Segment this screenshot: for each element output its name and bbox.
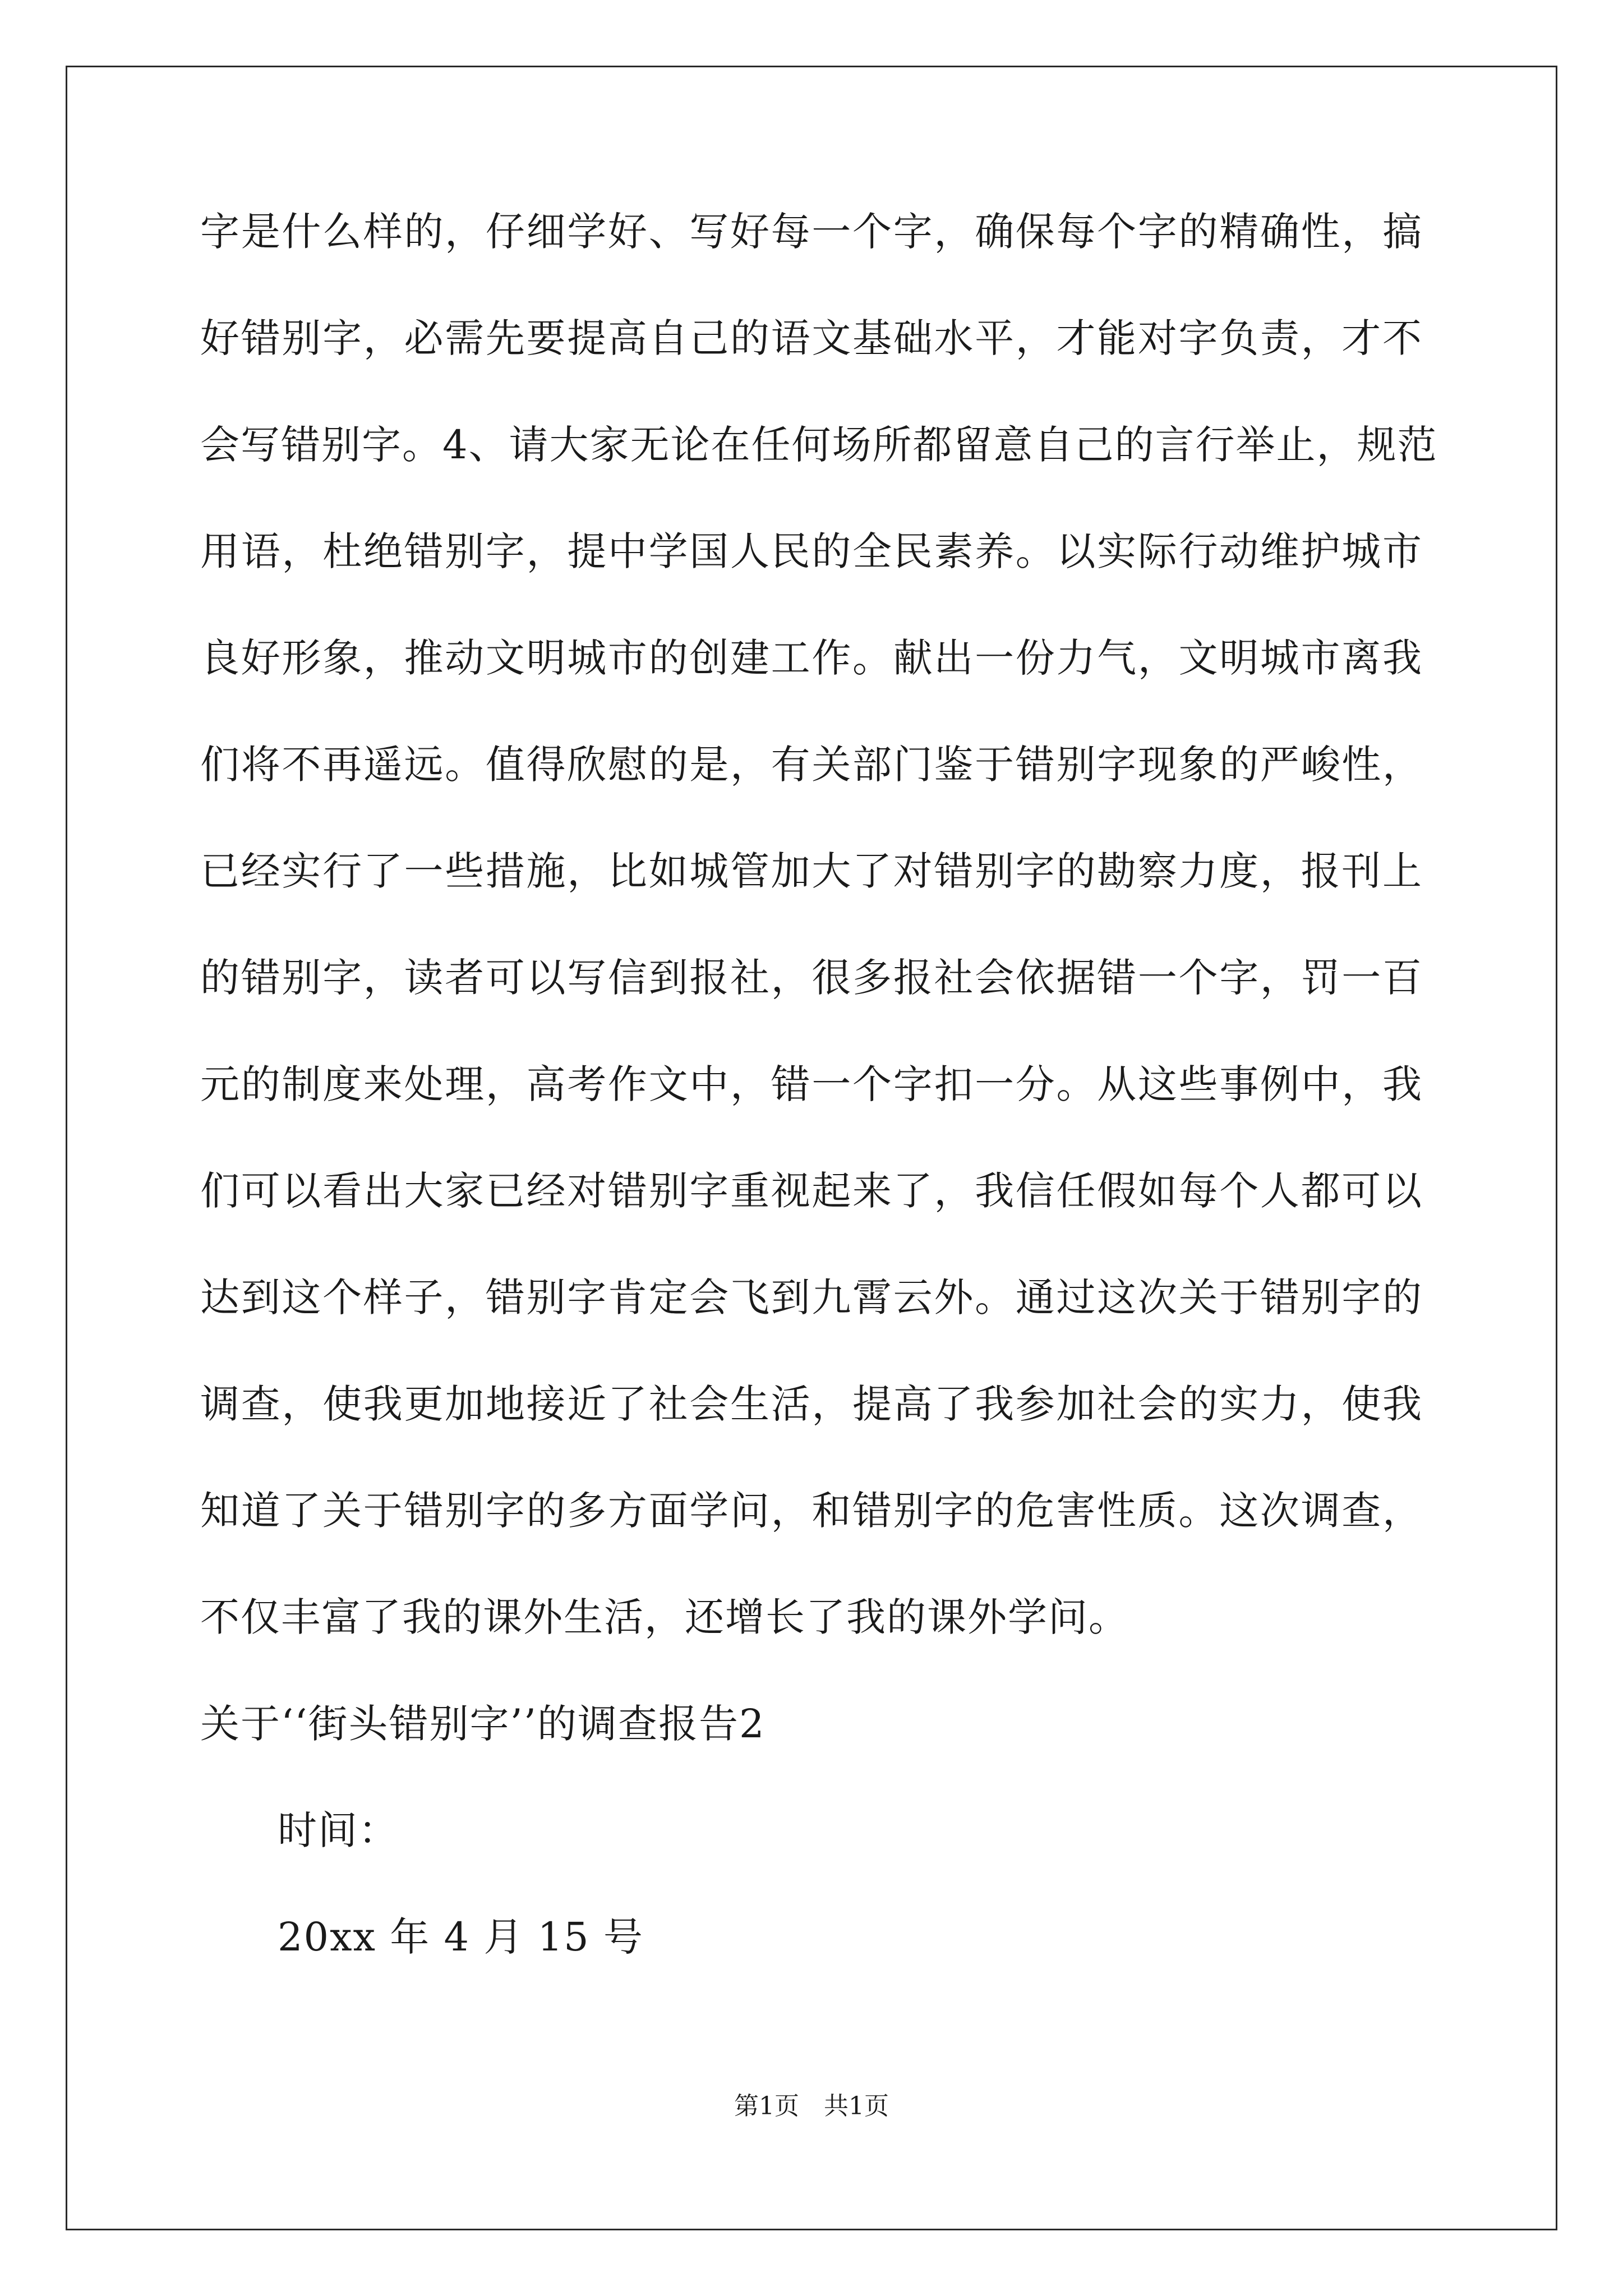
paragraph-line: 用语，杜绝错别字，提中学国人民的全民素养。以实际行动维护城市	[200, 528, 1423, 574]
paragraph-line: 元的制度来处理，高考作文中，错一个字扣一分。从这些事例中，我	[200, 1061, 1423, 1107]
date-value: 20xx 年 4 月 15 号	[278, 1914, 644, 1960]
paragraph-line: 调查，使我更加地接近了社会生活，提高了我参加社会的实力，使我	[200, 1381, 1423, 1427]
section-title: 关于‘‘街头错别字’’的调查报告2	[200, 1701, 766, 1747]
page-border	[66, 66, 1557, 2230]
paragraph-line: 已经实行了一些措施，比如城管加大了对错别字的勘察力度，报刊上	[200, 848, 1423, 894]
paragraph-line: 会写错别字。4、请大家无论在任何场所都留意自己的言行举止，规范	[200, 422, 1438, 468]
page-footer: 第1页 共1页	[734, 2092, 889, 2120]
paragraph-line: 好错别字，必需先要提高自己的语文基础水平，才能对字负责，才不	[200, 315, 1423, 361]
paragraph-line: 知道了关于错别字的多方面学问，和错别字的危害性质。这次调查，	[200, 1488, 1423, 1534]
paragraph-line: 的错别字，读者可以写信到报社，很多报社会依据错一个字，罚一百	[200, 955, 1423, 1001]
paragraph-line: 字是什么样的，仔细学好、写好每一个字，确保每个字的精确性，搞	[200, 209, 1423, 255]
paragraph-line: 们将不再遥远。值得欣慰的是，有关部门鉴于错别字现象的严峻性，	[200, 742, 1423, 788]
time-label: 时间：	[278, 1807, 399, 1853]
paragraph-line: 达到这个样子，错别字肯定会飞到九霄云外。通过这次关于错别字的	[200, 1274, 1423, 1320]
paragraph-line: 不仅丰富了我的课外生活，还增长了我的课外学问。	[200, 1594, 1129, 1640]
paragraph-line: 们可以看出大家已经对错别字重视起来了，我信任假如每个人都可以	[200, 1168, 1423, 1214]
paragraph-line: 良好形象，推动文明城市的创建工作。献出一份力气，文明城市离我	[200, 635, 1423, 681]
